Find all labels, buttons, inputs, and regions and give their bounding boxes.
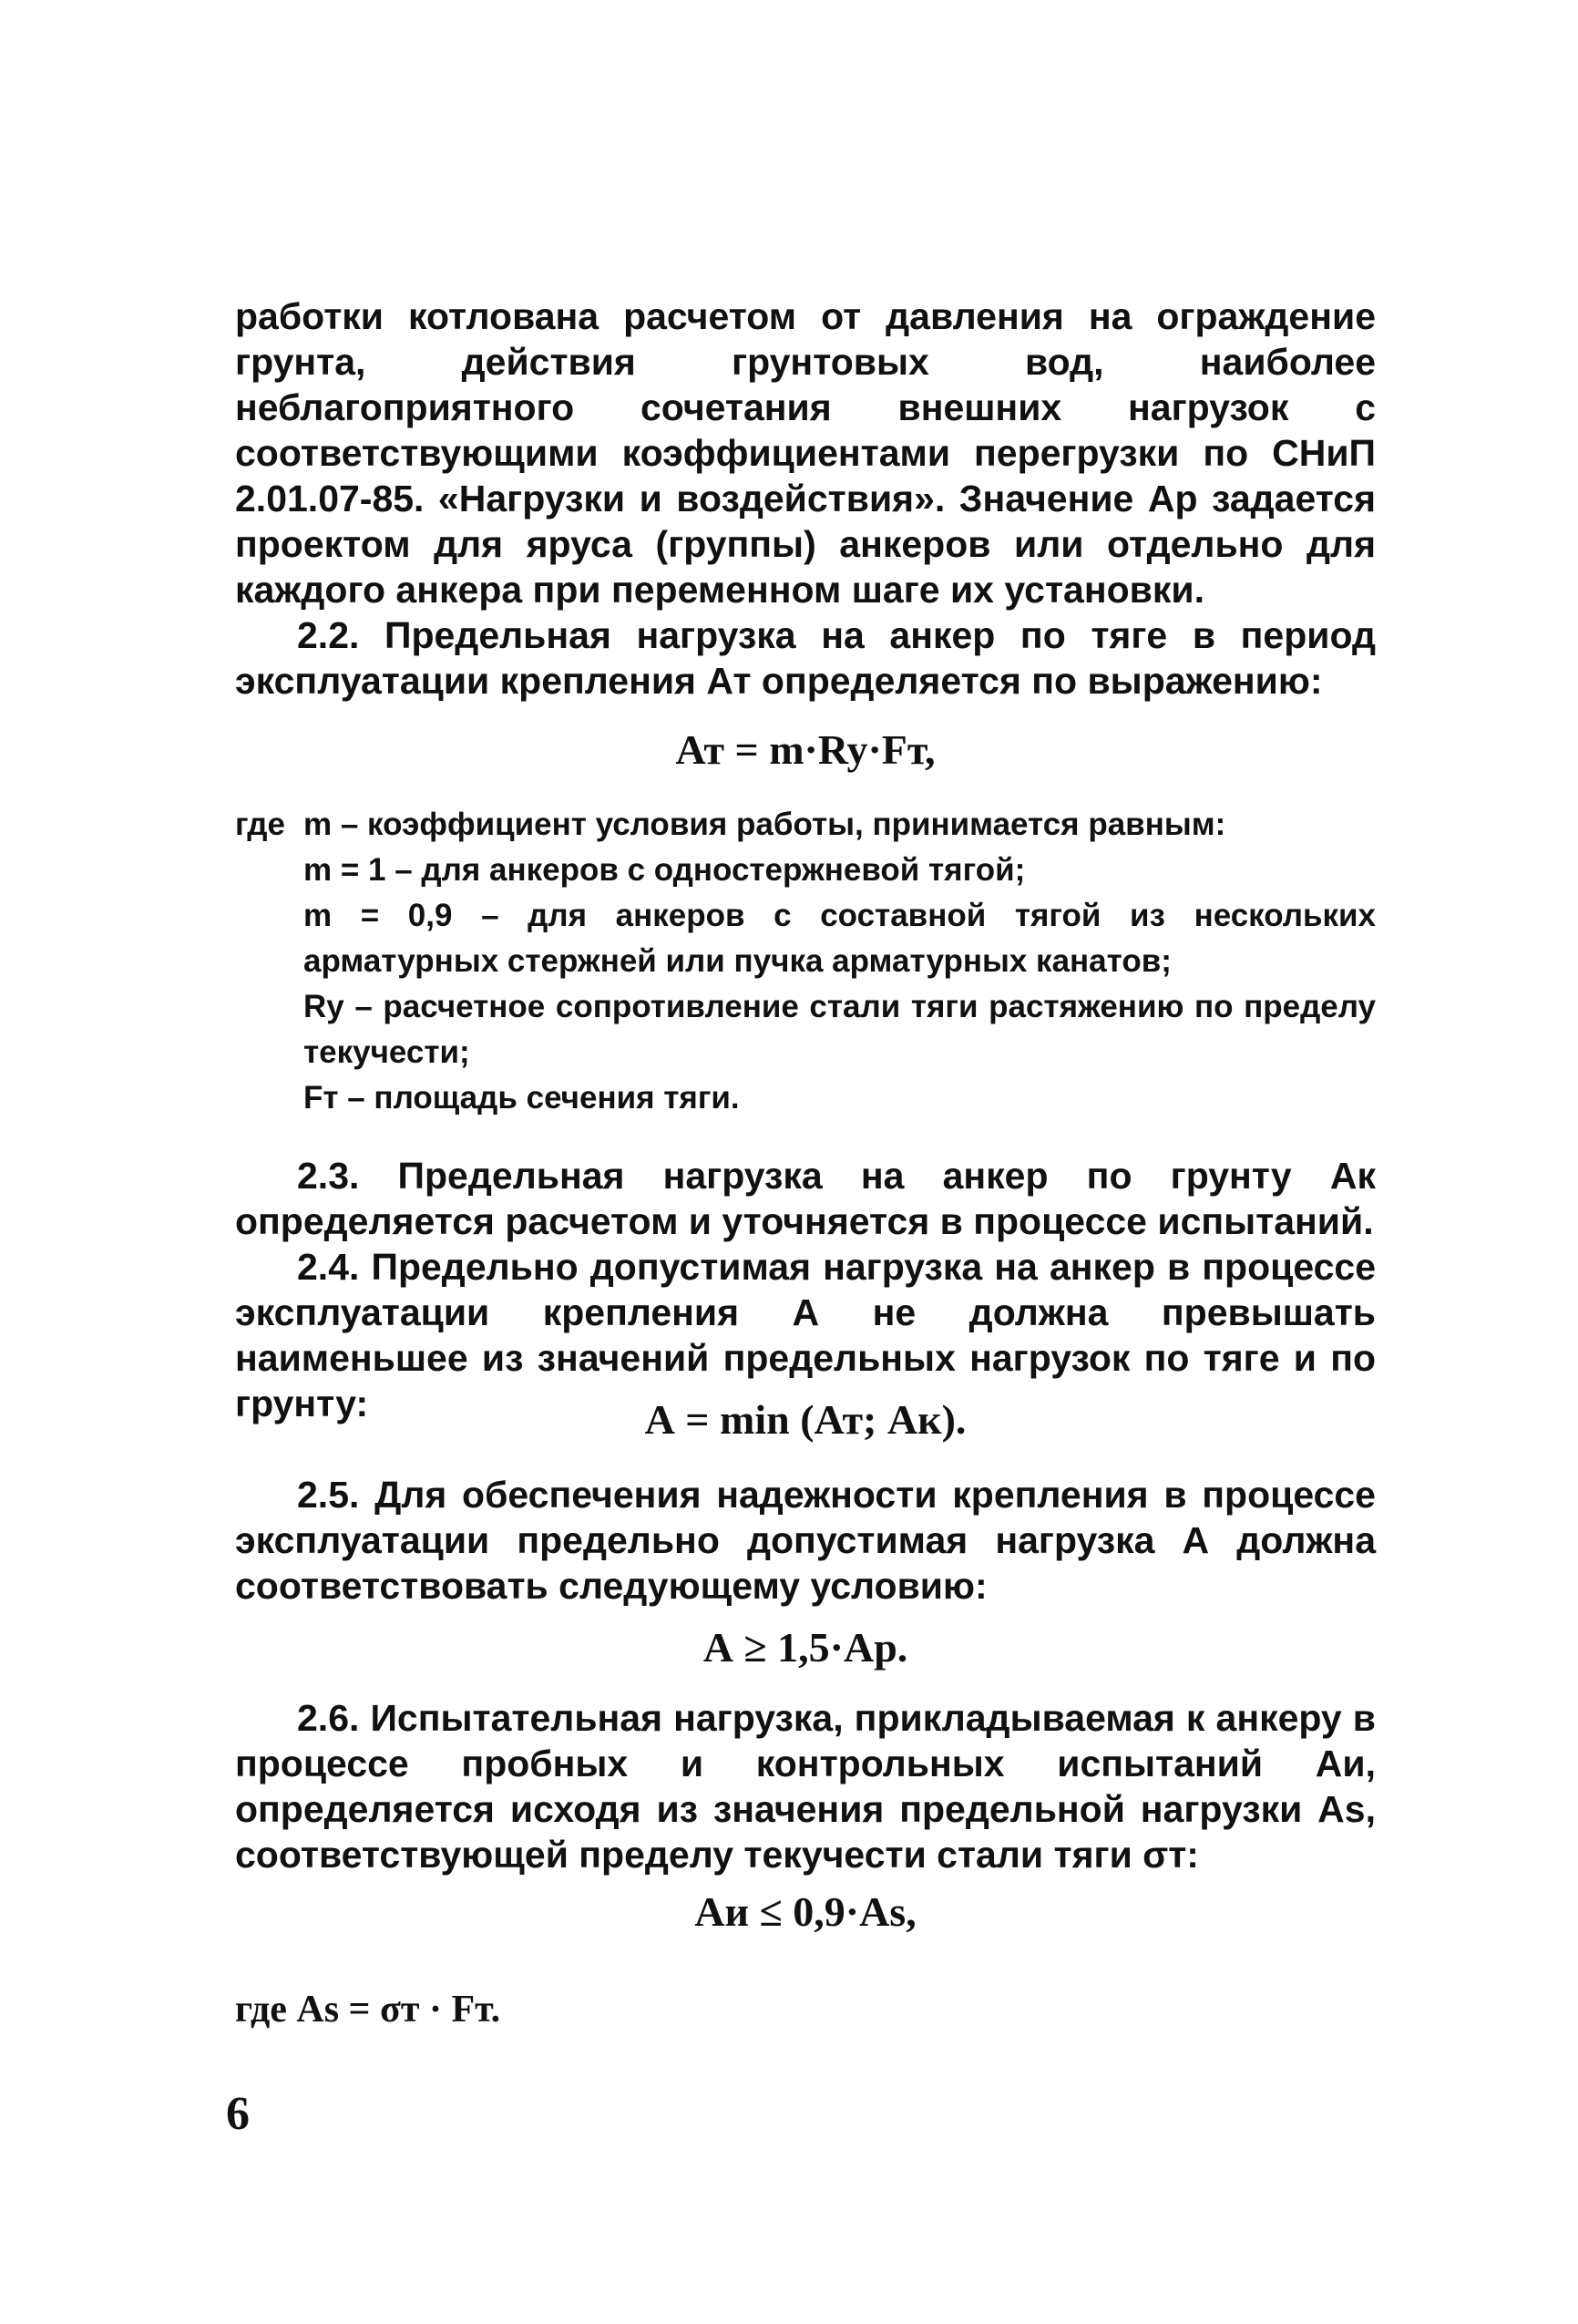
paragraph-2-2: 2.2. Предельная нагрузка на анкер по тяге в период эксплуатации крепления Ат определяется по выражению: xyxy=(235,614,1376,702)
page-number: 6 xyxy=(226,2088,250,2140)
formula-as-definition: где Аs = σт · Fт. xyxy=(235,1989,501,2031)
definition-ry: Ry – расчетное сопротивление стали тяги растяжению по пределу текучести; xyxy=(303,989,1376,1070)
definition-ft: Fт – площадь сечения тяги. xyxy=(303,1080,740,1116)
paragraph-2-6: 2.6. Испытательная нагрузка, прикладываемая к анкеру в процессе пробных и контрольных испытаний Аи, определяется исходя из значения предельной нагрузки Аs, соответствующей пределу текучести стали тяги σт: xyxy=(235,1697,1376,1876)
formula-test-load: Аи ≤ 0,9·Аs, xyxy=(694,1888,917,1935)
paragraph-2-4: 2.4. Предельно допустимая нагрузка на анкер в процессе эксплуатации крепления А не должна превышать наименьшее из значений предельных нагрузок по тяге и по грунту: xyxy=(235,1246,1376,1424)
definition-m: m – коэффициент условия работы, принимается равным: xyxy=(303,807,1226,842)
where-label: где xyxy=(235,807,285,842)
paragraph-intro: работки котлована расчетом от давления на ограждение грунта, действия грунтовых вод, наиболее неблагоприятного сочетания внешних нагрузок с соответствующими коэффициентами перегрузки по СНиП 2.01.07-85. «Нагрузки и воздействия». Значение Ар задается проектом для яруса (группы) анкеров или отдельно для каждого анкера при переменном шаге их установки. xyxy=(235,295,1376,611)
formula-reliability-condition: А ≥ 1,5·Ар. xyxy=(702,1624,908,1671)
definition-m-composite: m = 0,9 – для анкеров с составной тягой из нескольких арматурных стержней или пучка арматурных канатов; xyxy=(303,898,1376,979)
paragraph-2-3: 2.3. Предельная нагрузка на анкер по грунту Ак определяется расчетом и уточняется в процессе испытаний. xyxy=(235,1155,1376,1242)
paragraph-2-5: 2.5. Для обеспечения надежности крепления в процессе эксплуатации предельно допустимая нагрузка А должна соответствовать следующему условию: xyxy=(235,1474,1376,1607)
definition-m-single: m = 1 – для анкеров с одностержневой тягой; xyxy=(303,852,1026,888)
formula-tension-limit: Ат = m·Ry·Fт, xyxy=(675,726,936,773)
formula-min-load: А = min (Ат; Ак). xyxy=(644,1396,967,1443)
